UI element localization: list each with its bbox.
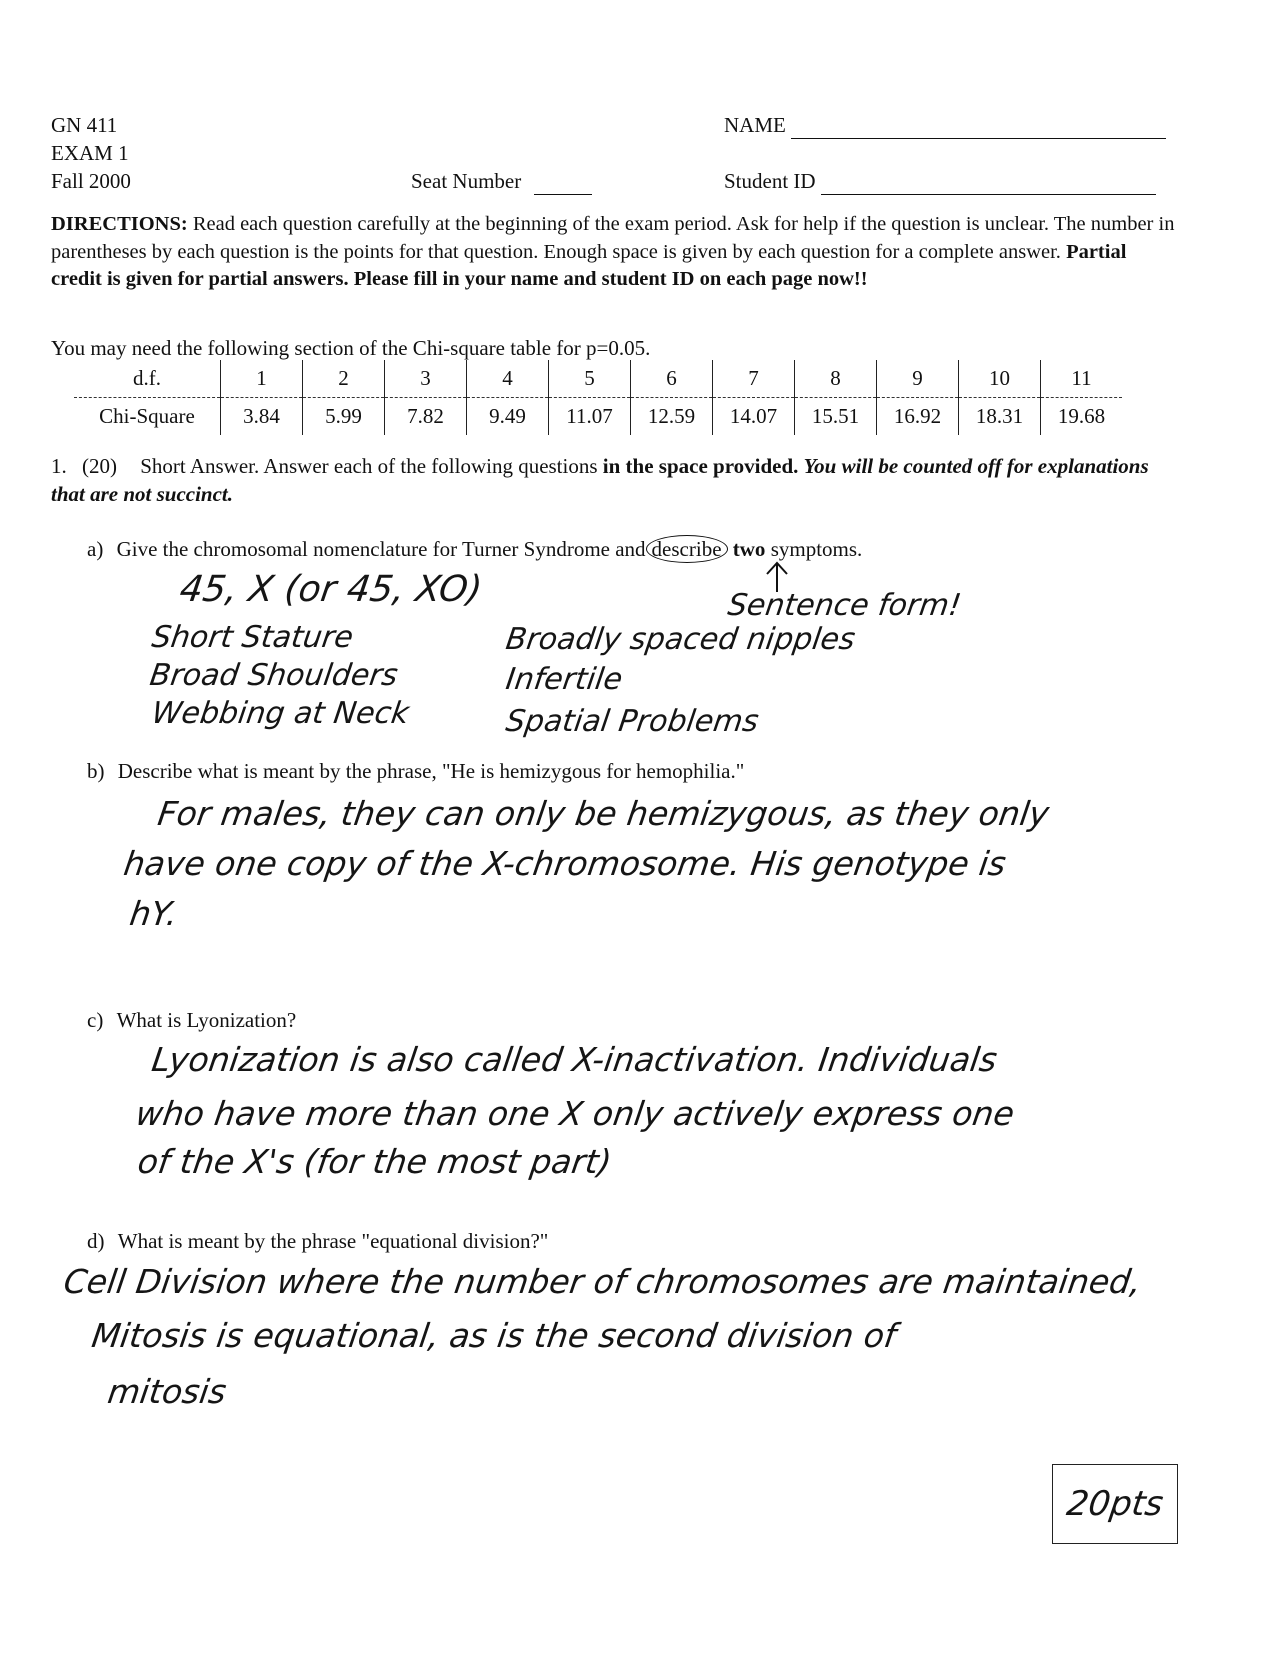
circled-word: describe (646, 535, 728, 563)
chi-value-cell: 15.51 (795, 398, 877, 436)
answer-d-line: Cell Division where the number of chromosomes are maintained, (61, 1262, 1144, 1301)
chi-value-cell: 3.84 (221, 398, 303, 436)
df-cell: 3 (385, 360, 467, 398)
df-cell: 4 (467, 360, 549, 398)
part-a-text: Give the chromosomal nomenclature for Turner Syndrome and (116, 537, 646, 561)
directions-text: Read each question carefully at the beginning of the exam period. Ask for help if the question is unclear. The number in parentheses by each question is the points for that question. Enough space is given by each question for a complete answer. (51, 213, 1175, 263)
df-cell: 1 (221, 360, 303, 398)
answer-a-symptom: Webbing at Neck (149, 696, 412, 731)
score-value: 20pts (1064, 1484, 1166, 1524)
df-cell: 11 (1041, 360, 1123, 398)
part-b-text: Describe what is meant by the phrase, "He is hemizygous for hemophilia." (117, 759, 745, 783)
answer-a-symptom: Infertile (503, 662, 625, 697)
question-text-bold-italic: You will be counted off for explanations that are not succinct. (51, 454, 1149, 506)
question-text-bold: in the space provided. (602, 454, 799, 478)
answer-a-symptom: Broadly spaced nipples (503, 622, 858, 657)
name-field[interactable] (724, 112, 1166, 139)
chi-value-cell: 5.99 (303, 398, 385, 436)
df-cell: 2 (303, 360, 385, 398)
part-a-text-end: symptoms. (770, 537, 863, 561)
seat-number-field[interactable] (411, 168, 592, 195)
answer-b-line: hY. (127, 894, 181, 933)
df-header: d.f. (74, 360, 221, 398)
df-cell: 10 (959, 360, 1041, 398)
name-blank[interactable] (791, 112, 1166, 139)
seat-number-label: Seat Number (411, 169, 522, 193)
df-cell: 6 (631, 360, 713, 398)
part-b-letter: b) (87, 759, 105, 783)
question-text: Short Answer. Answer each of the following questions (140, 454, 598, 478)
part-a-bold-word: two (732, 537, 766, 561)
part-c-prompt (87, 1007, 296, 1033)
chi-table-intro: You may need the following section of the Chi-square table for p=0.05. (51, 336, 651, 360)
part-a-prompt (87, 536, 862, 562)
chi-value-cell: 7.82 (385, 398, 467, 436)
seat-number-blank[interactable] (534, 168, 592, 195)
name-label: NAME (724, 113, 786, 137)
directions-block (51, 211, 1181, 294)
part-c-text: What is Lyonization? (116, 1008, 297, 1032)
part-b-prompt (87, 758, 744, 784)
part-c-letter: c) (87, 1008, 104, 1032)
score-box (1052, 1464, 1178, 1544)
chi-square-table (74, 360, 1122, 435)
chi-table-df-row (74, 360, 1122, 398)
part-d-prompt (87, 1228, 548, 1254)
answer-c-line: who have more than one X only actively express one (133, 1094, 1017, 1133)
directions-label: DIRECTIONS: (51, 213, 188, 235)
grader-note: Sentence form! (725, 588, 964, 623)
chi-square-header: Chi-Square (99, 404, 195, 428)
student-id-field[interactable] (724, 168, 1156, 195)
chi-value-cell: 9.49 (467, 398, 549, 436)
chi-value-cell: 14.07 (713, 398, 795, 436)
answer-a-symptom: Spatial Problems (503, 704, 761, 739)
chi-value-cell: 18.31 (959, 398, 1041, 436)
student-id-blank[interactable] (821, 168, 1156, 195)
chi-value-cell: 12.59 (631, 398, 713, 436)
df-cell: 5 (549, 360, 631, 398)
df-cell: 9 (877, 360, 959, 398)
chi-value-cell: 11.07 (549, 398, 631, 436)
answer-b-line: have one copy of the X-chromosome. His genotype is (121, 844, 1009, 883)
exam-term: Fall 2000 (51, 169, 131, 193)
answer-a-symptom: Short Stature (149, 620, 356, 655)
chi-table-value-row (74, 398, 1122, 436)
question-1-prompt (51, 452, 1181, 508)
df-cell: 8 (795, 360, 877, 398)
answer-c-line: of the X's (for the most part) (135, 1142, 615, 1181)
answer-b-line: For males, they can only be hemizygous, as they only (155, 794, 1052, 833)
part-d-text: What is meant by the phrase "equational division?" (117, 1229, 549, 1253)
question-number: 1. (51, 454, 67, 478)
question-points: (20) (82, 454, 117, 478)
answer-c-line: Lyonization is also called X-inactivation. Individuals (149, 1040, 1000, 1079)
answer-a-symptom: Broad Shoulders (147, 658, 400, 693)
chi-value-cell: 16.92 (877, 398, 959, 436)
exam-title: EXAM 1 (51, 141, 129, 165)
part-d-letter: d) (87, 1229, 105, 1253)
answer-a-karyotype: 45, X (or 45, XO) (177, 569, 485, 610)
answer-d-line: mitosis (105, 1372, 229, 1411)
chi-value-cell: 19.68 (1041, 398, 1123, 436)
course-code: GN 411 (51, 113, 118, 137)
part-a-letter: a) (87, 537, 104, 561)
directions-bold-text: Partial credit is given for partial answers. Please fill in your name and student ID on each page now!! (51, 240, 1127, 290)
df-cell: 7 (713, 360, 795, 398)
student-id-label: Student ID (724, 169, 816, 193)
answer-d-line: Mitosis is equational, as is the second division of (89, 1316, 899, 1355)
